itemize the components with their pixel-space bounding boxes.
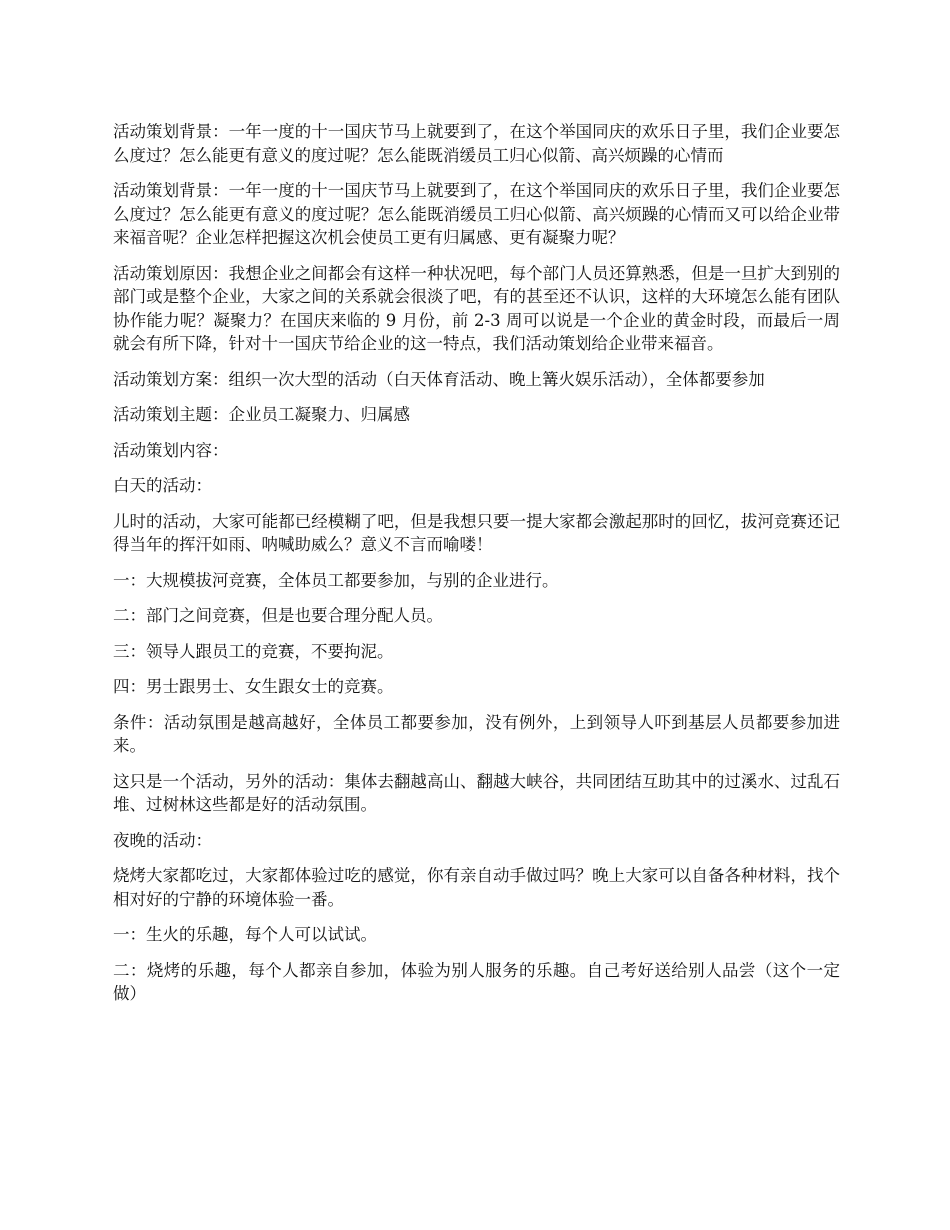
paragraph-content-heading: 活动策划内容： (113, 440, 229, 460)
paragraph-item-2: 二：部门之间竞赛，但是也要合理分配人员。 (113, 606, 443, 625)
paragraph-conditions: 条件：活动氛围是越高越好，全体员工都要参加，没有例外，上到领导人吓到基层人员都要参加进来。 (113, 712, 840, 755)
paragraph-evening-item-1: 一：生火的乐趣，每个人可以试试。 (113, 925, 377, 944)
paragraph-item-1: 一：大规模拔河竞赛，全体员工都要参加，与别的企业进行。 (113, 570, 559, 590)
paragraph-daytime-heading: 白天的活动： (113, 476, 212, 495)
paragraph-other-activities: 这只是一个活动，另外的活动：集体去翻越高山、翻越大峡谷，共同团结互助其中的过溪水、过乱石堆、过树林这些都是好的活动氛围。 (113, 771, 840, 814)
paragraph-evening-item-2: 二：烧烤的乐趣，每个人都亲自参加，体验为别人服务的乐趣。自己考好送给别人品尝（这个一定做） (113, 960, 840, 1003)
paragraph-reason: 活动策划原因：我想企业之间都会有这样一种状况吧，每个部门人员还算熟悉，但是一旦扩大到别的部门或是整个企业，大家之间的关系就会很淡了吧，有的甚至还不认识，这样的大环境怎么能有团队协作能力呢？凝聚力？在国庆来临的 9 月份，前 2-3 周可以说是一个企业的黄金时段，而最后一周就会有所下降，针对十一国庆节给企业的这一特点，我们活动策划给企业带来福音。 (113, 263, 840, 353)
paragraph-evening-intro: 烧烤大家都吃过，大家都体验过吃的感觉，你有亲自动手做过吗？晚上大家可以自备各种材料，找个相对好的宁静的环境体验一番。 (113, 866, 840, 909)
paragraph-evening-heading: 夜晚的活动： (113, 830, 212, 850)
document-body (113, 120, 840, 1018)
paragraph-daytime-intro: 儿时的活动，大家可能都已经模糊了吧，但是我想只要一提大家都会激起那时的回忆，拔河竞赛还记得当年的挥汗如雨、呐喊助威么？意义不言而喻喽！ (113, 511, 840, 554)
paragraph-item-3: 三：领导人跟员工的竞赛，不要拘泥。 (113, 641, 394, 661)
paragraph-background-1: 活动策划背景：一年一度的十一国庆节马上就要到了，在这个举国同庆的欢乐日子里，我们企业要怎么度过？怎么能更有意义的度过呢？怎么能既消缓员工归心似箭、高兴烦躁的心情而 (113, 122, 840, 165)
paragraph-plan: 活动策划方案：组织一次大型的活动（白天体育活动、晚上篝火娱乐活动），全体都要参加 (113, 369, 765, 389)
paragraph-item-4: 四：男士跟男士、女生跟女士的竞赛。 (113, 677, 394, 696)
paragraph-background-2: 活动策划背景：一年一度的十一国庆节马上就要到了，在这个举国同庆的欢乐日子里，我们企业要怎么度过？怎么能更有意义的度过呢？怎么能既消缓员工归心似箭、高兴烦躁的心情而又可以给企业带来福音呢？企业怎样把握这次机会使员工更有归属感、更有凝聚力呢？ (113, 181, 840, 247)
paragraph-theme: 活动策划主题：企业员工凝聚力、归属感 (113, 405, 410, 424)
